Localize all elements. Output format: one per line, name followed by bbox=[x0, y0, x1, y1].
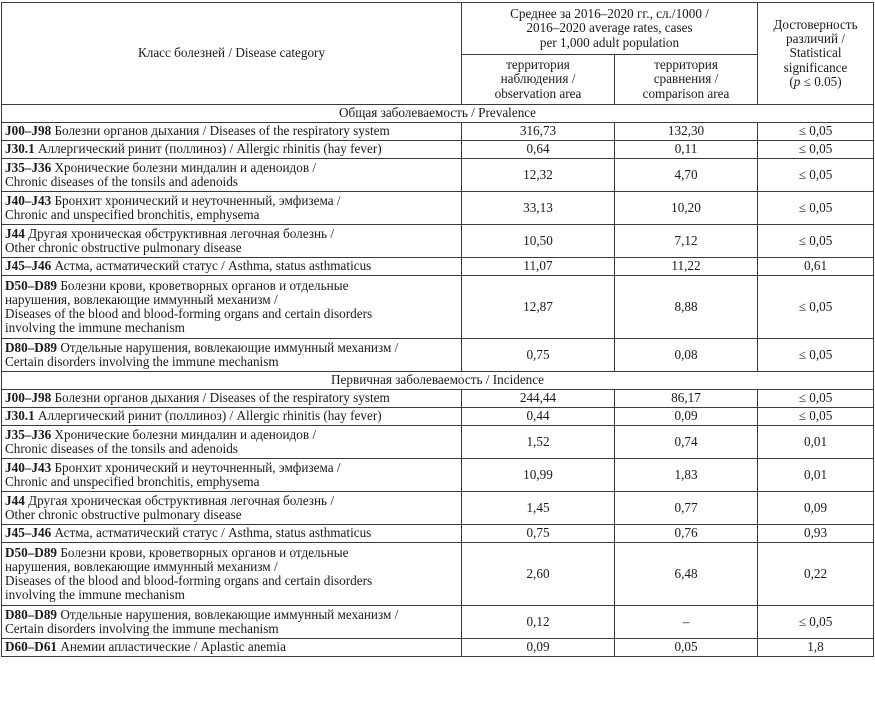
disease-name-line: Бронхит хронический и неуточненный, эмфизема / bbox=[54, 459, 341, 475]
observation-value: 0,09 bbox=[462, 639, 615, 657]
icd-code: J00–J98 bbox=[5, 390, 52, 406]
table-row bbox=[2, 258, 874, 276]
comparison-value: 86,17 bbox=[615, 390, 758, 408]
disease-cell bbox=[2, 426, 462, 459]
disease-name-line: Аллергический ринит (поллиноз) / Allergic rhinitis (hay fever) bbox=[37, 141, 382, 157]
comparison-value: 132,30 bbox=[615, 123, 758, 141]
observation-value: 0,44 bbox=[462, 408, 615, 426]
observation-value: 12,32 bbox=[462, 159, 615, 192]
observation-value: 0,75 bbox=[462, 339, 615, 372]
table-row bbox=[2, 408, 874, 426]
comparison-value: 0,05 bbox=[615, 639, 758, 657]
disease-cell bbox=[2, 192, 462, 225]
rates-header: Среднее за 2016–2020 гг., сл./1000 / 2016–2020 average rates, cases per 1,000 adult population bbox=[462, 3, 758, 55]
icd-code: J30.1 bbox=[5, 408, 35, 424]
significance-value: ≤ 0,05 bbox=[758, 123, 874, 141]
icd-code: J40–J43 bbox=[5, 459, 52, 475]
table-row bbox=[2, 606, 874, 639]
comparison-value: 0,77 bbox=[615, 492, 758, 525]
disease-name-line: Хронические болезни миндалин и аденоидов / bbox=[54, 159, 317, 175]
disease-cell bbox=[2, 390, 462, 408]
significance-value: 0,61 bbox=[758, 258, 874, 276]
icd-code: J30.1 bbox=[5, 141, 35, 157]
significance-value: 0,01 bbox=[758, 459, 874, 492]
significance-value: 1,8 bbox=[758, 639, 874, 657]
disease-name-line: Болезни крови, кроветворных органов и отдельные bbox=[60, 544, 349, 560]
disease-cell bbox=[2, 408, 462, 426]
disease-cell bbox=[2, 543, 462, 606]
comparison-value: 11,22 bbox=[615, 258, 758, 276]
icd-code: J45–J46 bbox=[5, 258, 52, 274]
table-header bbox=[2, 3, 874, 105]
observation-value: 244,44 bbox=[462, 390, 615, 408]
disease-name-line: Астма, астматический статус / Asthma, status asthmaticus bbox=[54, 525, 372, 541]
icd-code: J44 bbox=[5, 225, 25, 241]
icd-code: J00–J98 bbox=[5, 123, 52, 139]
comparison-value: 1,83 bbox=[615, 459, 758, 492]
observation-value: 10,99 bbox=[462, 459, 615, 492]
table-row bbox=[2, 225, 874, 258]
significance-value: ≤ 0,05 bbox=[758, 408, 874, 426]
significance-value: ≤ 0,05 bbox=[758, 192, 874, 225]
observation-value: 12,87 bbox=[462, 276, 615, 339]
disease-cell bbox=[2, 141, 462, 159]
disease-name-line: Болезни органов дыхания / Diseases of the respiratory system bbox=[54, 123, 390, 139]
disease-name-line: Chronic and unspecified bronchitis, emphysema bbox=[5, 474, 260, 489]
table-row bbox=[2, 525, 874, 543]
observation-value: 316,73 bbox=[462, 123, 615, 141]
icd-code: D80–D89 bbox=[5, 339, 58, 355]
disease-name-line: Отдельные нарушения, вовлекающие иммунный механизм / bbox=[60, 339, 399, 355]
table-row bbox=[2, 390, 874, 408]
significance-value: ≤ 0,05 bbox=[758, 339, 874, 372]
section-title: Первичная заболеваемость / Incidence bbox=[2, 372, 874, 390]
observation-value: 11,07 bbox=[462, 258, 615, 276]
section-row bbox=[2, 105, 874, 123]
disease-name-line: Астма, астматический статус / Asthma, status asthmaticus bbox=[54, 258, 372, 274]
icd-code: D60–D61 bbox=[5, 639, 58, 655]
section-row bbox=[2, 372, 874, 390]
significance-header: Достоверность различий / Statistical significance (p ≤ 0.05) bbox=[758, 3, 874, 105]
icd-code: J40–J43 bbox=[5, 192, 52, 208]
icd-code: D50–D89 bbox=[5, 277, 58, 293]
comparison-value: 0,76 bbox=[615, 525, 758, 543]
disease-name-line: Other chronic obstructive pulmonary disease bbox=[5, 240, 242, 255]
table-row bbox=[2, 339, 874, 372]
icd-code: D80–D89 bbox=[5, 606, 58, 622]
disease-name-line: Болезни органов дыхания / Diseases of the respiratory system bbox=[54, 390, 390, 406]
disease-name-line: Отдельные нарушения, вовлекающие иммунный механизм / bbox=[60, 606, 399, 622]
table-row bbox=[2, 141, 874, 159]
comparison-value: 0,09 bbox=[615, 408, 758, 426]
icd-code: J44 bbox=[5, 492, 25, 508]
disease-name-line: Chronic diseases of the tonsils and adenoids bbox=[5, 441, 238, 456]
disease-name-line: нарушения, вовлекающие иммунный механизм / bbox=[5, 558, 278, 574]
disease-name-line: Certain disorders involving the immune mechanism bbox=[5, 621, 279, 636]
significance-value: ≤ 0,05 bbox=[758, 390, 874, 408]
significance-value: ≤ 0,05 bbox=[758, 225, 874, 258]
icd-code: J45–J46 bbox=[5, 525, 52, 541]
comparison-value: 7,12 bbox=[615, 225, 758, 258]
significance-value: ≤ 0,05 bbox=[758, 606, 874, 639]
disease-name-line: Chronic diseases of the tonsils and adenoids bbox=[5, 174, 238, 189]
comparison-value: 0,74 bbox=[615, 426, 758, 459]
table-row bbox=[2, 543, 874, 606]
disease-name-line: Аллергический ринит (поллиноз) / Allergic rhinitis (hay fever) bbox=[37, 408, 382, 424]
comparison-value: 4,70 bbox=[615, 159, 758, 192]
observation-value: 2,60 bbox=[462, 543, 615, 606]
p-threshold: (p ≤ 0.05) bbox=[789, 73, 842, 89]
disease-cell bbox=[2, 606, 462, 639]
observation-value: 1,45 bbox=[462, 492, 615, 525]
table-row bbox=[2, 492, 874, 525]
disease-name-line: Certain disorders involving the immune mechanism bbox=[5, 354, 279, 369]
comparison-value: 0,11 bbox=[615, 141, 758, 159]
significance-value: 0,09 bbox=[758, 492, 874, 525]
comparison-value: – bbox=[615, 606, 758, 639]
significance-value: 0,01 bbox=[758, 426, 874, 459]
significance-value: ≤ 0,05 bbox=[758, 276, 874, 339]
table-row bbox=[2, 192, 874, 225]
disease-name-line: Хронические болезни миндалин и аденоидов / bbox=[54, 426, 317, 442]
significance-value: ≤ 0,05 bbox=[758, 141, 874, 159]
icd-code: D50–D89 bbox=[5, 544, 58, 560]
icd-code: J35–J36 bbox=[5, 426, 52, 442]
comparison-value: 8,88 bbox=[615, 276, 758, 339]
comparison-value: 0,08 bbox=[615, 339, 758, 372]
observation-value: 0,75 bbox=[462, 525, 615, 543]
disease-cell bbox=[2, 225, 462, 258]
table-row bbox=[2, 123, 874, 141]
disease-name-line: involving the immune mechanism bbox=[5, 587, 185, 603]
disease-name-line: Chronic and unspecified bronchitis, emphysema bbox=[5, 207, 260, 222]
disease-cell bbox=[2, 459, 462, 492]
disease-cell bbox=[2, 258, 462, 276]
observation-value: 0,12 bbox=[462, 606, 615, 639]
disease-name-line: Другая хроническая обструктивная легочная болезнь / bbox=[28, 492, 334, 508]
category-header: Класс болезней / Disease category bbox=[2, 3, 462, 105]
table-row bbox=[2, 459, 874, 492]
disease-cell bbox=[2, 639, 462, 657]
significance-value: 0,22 bbox=[758, 543, 874, 606]
table-row bbox=[2, 276, 874, 339]
table-row bbox=[2, 639, 874, 657]
disease-name-line: Бронхит хронический и неуточненный, эмфизема / bbox=[54, 192, 341, 208]
disease-name-line: Другая хроническая обструктивная легочная болезнь / bbox=[28, 225, 334, 241]
observation-value: 0,64 bbox=[462, 141, 615, 159]
disease-name-line: Анемии апластические / Aplastic anemia bbox=[60, 639, 286, 655]
table-row bbox=[2, 159, 874, 192]
disease-cell bbox=[2, 492, 462, 525]
observation-area-header: территория наблюдения / observation area bbox=[462, 55, 615, 105]
section-title: Общая заболеваемость / Prevalence bbox=[2, 105, 874, 123]
disease-cell bbox=[2, 159, 462, 192]
observation-value: 1,52 bbox=[462, 426, 615, 459]
disease-cell bbox=[2, 276, 462, 339]
disease-name-line: Diseases of the blood and blood-forming organs and certain disorders bbox=[5, 306, 373, 321]
disease-cell bbox=[2, 123, 462, 141]
disease-name-line: нарушения, вовлекающие иммунный механизм / bbox=[5, 291, 278, 307]
significance-value: ≤ 0,05 bbox=[758, 159, 874, 192]
disease-name-line: Other chronic obstructive pulmonary disease bbox=[5, 507, 242, 522]
disease-name-line: Болезни крови, кроветворных органов и отдельные bbox=[60, 277, 349, 293]
disease-cell bbox=[2, 525, 462, 543]
table-body bbox=[2, 105, 874, 657]
observation-value: 33,13 bbox=[462, 192, 615, 225]
comparison-value: 6,48 bbox=[615, 543, 758, 606]
disease-cell bbox=[2, 339, 462, 372]
disease-name-line: Diseases of the blood and blood-forming organs and certain disorders bbox=[5, 573, 373, 588]
comparison-area-header: территория сравнения / comparison area bbox=[615, 55, 758, 105]
comparison-value: 10,20 bbox=[615, 192, 758, 225]
disease-rates-table bbox=[1, 2, 874, 657]
observation-value: 10,50 bbox=[462, 225, 615, 258]
icd-code: J35–J36 bbox=[5, 159, 52, 175]
table-row bbox=[2, 426, 874, 459]
significance-value: 0,93 bbox=[758, 525, 874, 543]
disease-name-line: involving the immune mechanism bbox=[5, 320, 185, 336]
